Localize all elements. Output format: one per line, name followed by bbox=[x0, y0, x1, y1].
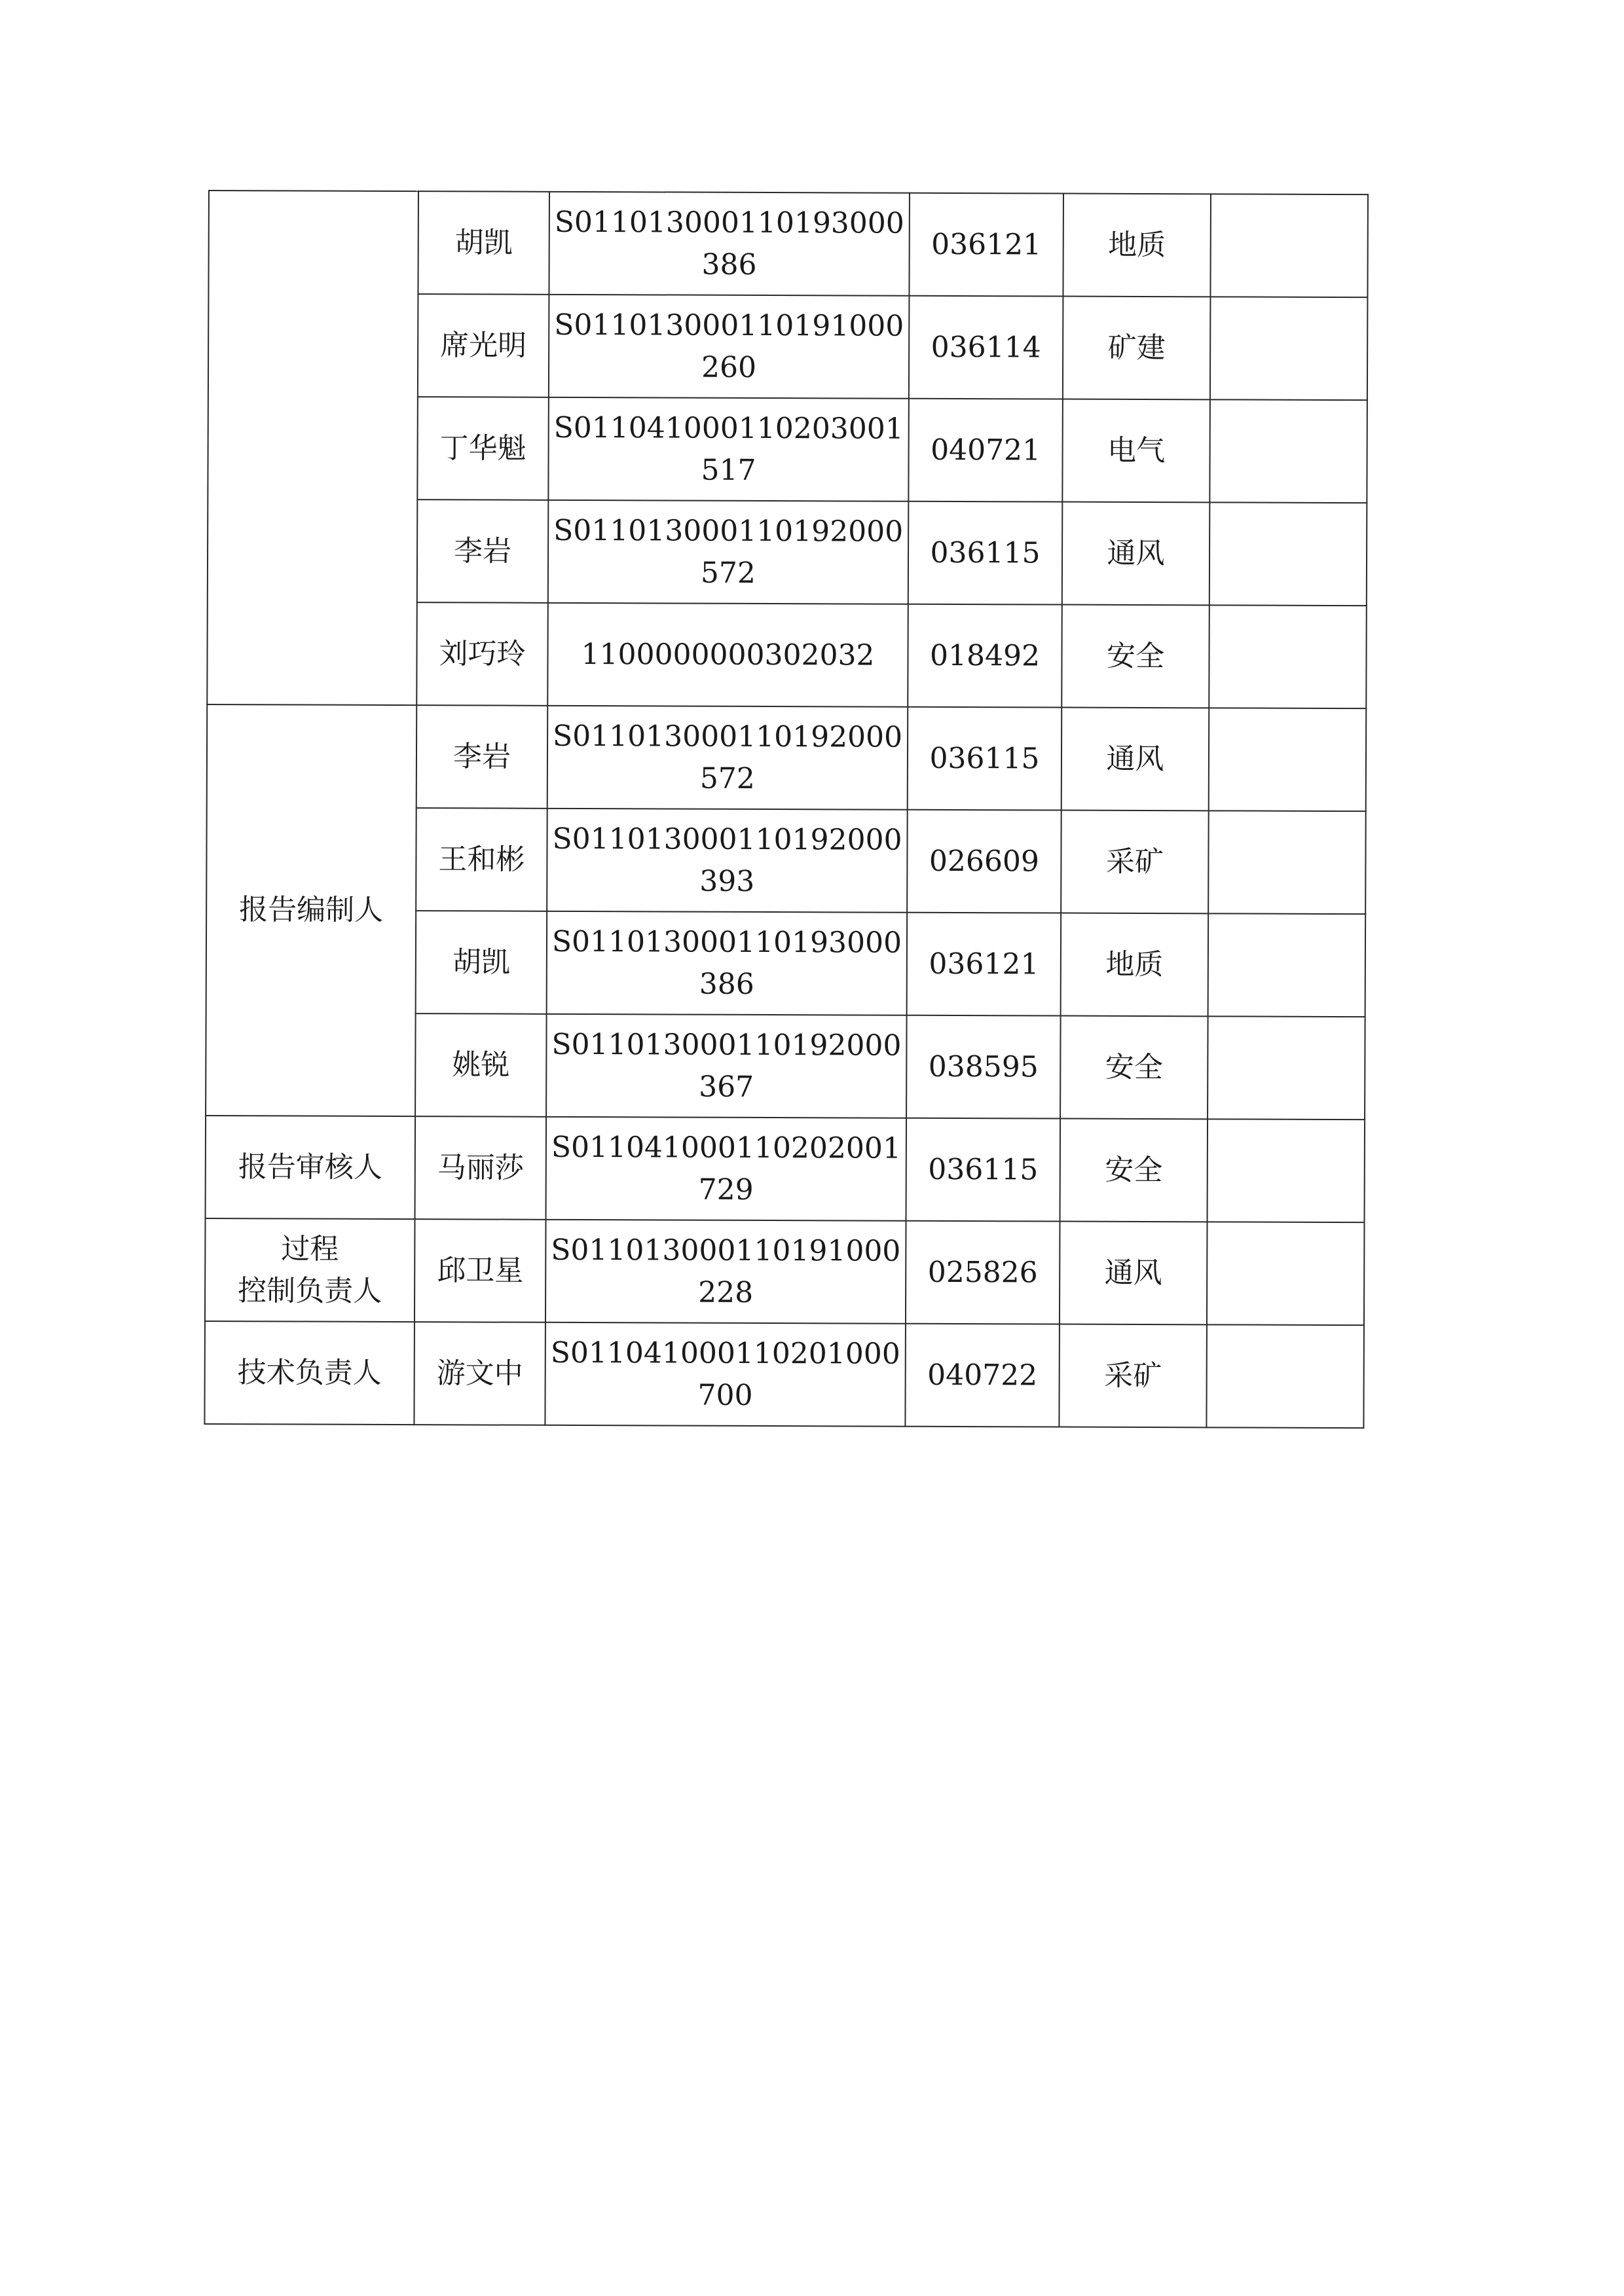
name-cell: 胡凯 bbox=[418, 191, 549, 295]
specialty-cell: 安全 bbox=[1060, 1119, 1208, 1222]
specialty-cell: 安全 bbox=[1060, 1016, 1208, 1120]
certificate-number-cell: S011013000110193000386 bbox=[549, 192, 910, 296]
table-row bbox=[208, 191, 1368, 297]
certificate-number-cell: S011013000110192000393 bbox=[547, 809, 908, 913]
table-row bbox=[207, 704, 1367, 811]
specialty-cell: 安全 bbox=[1061, 605, 1209, 708]
certificate-number-cell: S011041000110203001517 bbox=[548, 397, 909, 501]
specialty-cell: 采矿 bbox=[1061, 811, 1209, 914]
certificate-number-cell: S011013000110191000260 bbox=[549, 295, 910, 399]
name-cell: 席光明 bbox=[418, 294, 549, 397]
specialty-cell: 电气 bbox=[1062, 399, 1210, 503]
certificate-number-cell: 1100000000302032 bbox=[547, 603, 908, 707]
signature-cell bbox=[1206, 1324, 1364, 1428]
role-label: 控制负责人 bbox=[238, 1273, 382, 1308]
specialty-cell: 采矿 bbox=[1059, 1324, 1207, 1428]
specialty-cell: 通风 bbox=[1061, 708, 1209, 811]
certificate-number-cell: S011013000110192000572 bbox=[548, 500, 909, 604]
role-cell bbox=[207, 191, 418, 705]
certificate-number-cell: S011041000110202001729 bbox=[546, 1117, 907, 1221]
code-cell: 038595 bbox=[906, 1015, 1061, 1119]
specialty-cell: 地质 bbox=[1061, 913, 1209, 1017]
signature-cell bbox=[1209, 605, 1367, 708]
name-cell: 李岩 bbox=[416, 705, 548, 809]
role-cell bbox=[204, 1321, 415, 1425]
certificate-number-cell: S011013000110192000367 bbox=[546, 1014, 907, 1118]
personnel-table-body bbox=[204, 191, 1368, 1428]
table-row bbox=[205, 1218, 1365, 1325]
role-label: 报告编制人 bbox=[239, 893, 384, 927]
role-cell bbox=[206, 1116, 416, 1219]
specialty-cell: 矿建 bbox=[1063, 297, 1211, 400]
table-row bbox=[206, 1116, 1365, 1222]
specialty-cell: 通风 bbox=[1062, 502, 1210, 606]
signature-cell bbox=[1209, 399, 1367, 503]
name-cell: 姚锐 bbox=[415, 1013, 547, 1117]
code-cell: 018492 bbox=[908, 604, 1062, 708]
certificate-number-cell: S011013000110191000228 bbox=[545, 1220, 906, 1324]
role-cell bbox=[205, 1218, 415, 1322]
code-cell: 036115 bbox=[908, 707, 1062, 811]
name-cell: 胡凯 bbox=[416, 911, 547, 1014]
signature-cell bbox=[1208, 913, 1366, 1017]
role-cell bbox=[206, 704, 416, 1116]
role-label: 技术负责人 bbox=[237, 1355, 382, 1390]
name-cell: 马丽莎 bbox=[415, 1116, 547, 1220]
personnel-table bbox=[204, 190, 1369, 1429]
code-cell: 036121 bbox=[909, 193, 1063, 297]
signature-cell bbox=[1209, 502, 1367, 606]
signature-cell bbox=[1207, 1222, 1365, 1325]
name-cell: 邱卫星 bbox=[415, 1219, 546, 1322]
name-cell: 丁华魁 bbox=[417, 397, 549, 500]
table-row bbox=[204, 1321, 1364, 1428]
name-cell: 刘巧玲 bbox=[416, 602, 548, 706]
code-cell: 025826 bbox=[906, 1221, 1060, 1324]
signature-cell bbox=[1210, 194, 1368, 297]
signature-cell bbox=[1210, 297, 1368, 400]
code-cell: 036115 bbox=[906, 1118, 1061, 1222]
specialty-cell: 地质 bbox=[1063, 194, 1211, 297]
code-cell: 040721 bbox=[908, 399, 1063, 502]
code-cell: 036114 bbox=[909, 296, 1063, 399]
role-label: 报告审核人 bbox=[238, 1150, 382, 1184]
name-cell: 游文中 bbox=[414, 1322, 545, 1425]
signature-cell bbox=[1208, 1016, 1365, 1120]
signature-cell bbox=[1208, 811, 1366, 914]
code-cell: 036115 bbox=[908, 501, 1063, 605]
code-cell: 036121 bbox=[907, 913, 1061, 1016]
code-cell: 040722 bbox=[905, 1324, 1060, 1427]
role-label: 过程 bbox=[281, 1231, 339, 1266]
certificate-number-cell: S011041000110201000700 bbox=[545, 1322, 906, 1427]
signature-cell bbox=[1209, 708, 1367, 811]
name-cell: 李岩 bbox=[417, 500, 549, 603]
specialty-cell: 通风 bbox=[1060, 1222, 1208, 1325]
signature-cell bbox=[1208, 1119, 1365, 1222]
certificate-number-cell: S011013000110193000386 bbox=[547, 911, 908, 1015]
code-cell: 026609 bbox=[907, 810, 1061, 913]
certificate-number-cell: S011013000110192000572 bbox=[547, 706, 908, 810]
name-cell: 王和彬 bbox=[416, 808, 547, 911]
